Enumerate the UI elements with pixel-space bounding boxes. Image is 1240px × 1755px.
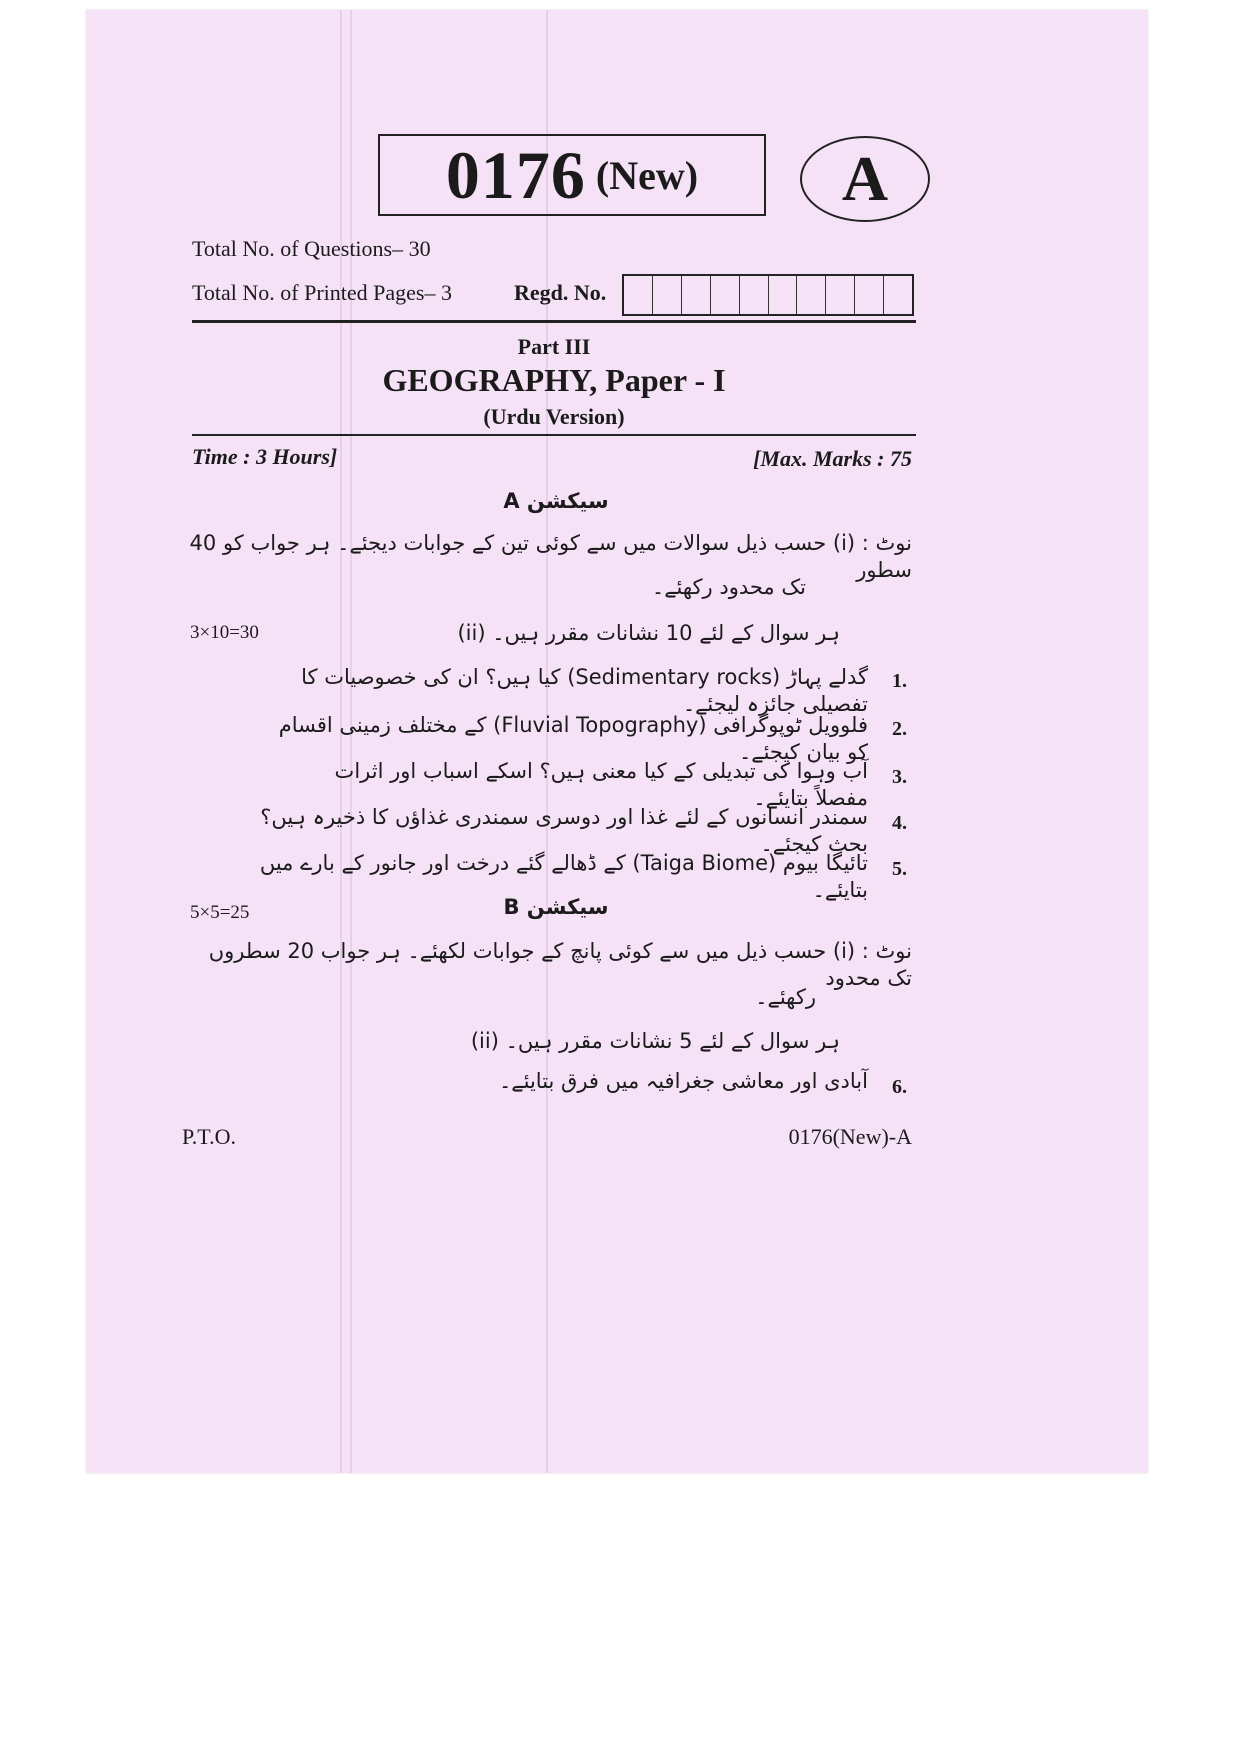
- question-text: سمندر انسانوں کے لئے غذا اور دوسری سمندری غذاؤں کا ذخیرہ ہیں؟ بحث کیجئے۔: [260, 805, 868, 857]
- section-a-note-i: نوٹ : (i) حسب ذیل سوالات میں سے کوئی تین کے جوابات دیجئے۔ ہر جواب کو 40 سطور: [189, 531, 912, 583]
- section-a-note-i-cont: تک محدود رکھئے۔: [651, 575, 806, 599]
- regd-number-boxes: [622, 274, 914, 316]
- part-label: Part III: [517, 334, 591, 359]
- regd-cell: [855, 276, 884, 314]
- paper-tag: (New): [595, 152, 699, 198]
- set-letter-badge: A: [800, 136, 930, 222]
- section-b-note-ii: (ii) ہر سوال کے لئے 5 نشانات مقرر ہیں۔: [470, 1029, 840, 1053]
- question-text: تائیگا بیوم (Taiga Biome) کے ڈھالے گئے درخت اور جانور کے بارے میں بتایئے۔: [259, 851, 868, 903]
- total-questions: Total No. of Questions– 30: [192, 236, 431, 261]
- time-label: Time : 3 Hours]: [192, 444, 338, 469]
- question-text: گدلے پہاڑ (Sedimentary rocks) کیا ہیں؟ ان کی خصوصیات کا تفصیلی جائزہ لیجئے۔: [301, 665, 868, 717]
- regd-label: Regd. No.: [514, 280, 607, 305]
- regd-cell: [740, 276, 769, 314]
- exam-paper-sheet: [86, 10, 1148, 1473]
- section-b-note-i-cont: رکھئے۔: [755, 985, 816, 1009]
- regd-cell: [797, 276, 826, 314]
- question-number: 3.: [892, 766, 907, 788]
- section-b-heading: سیکشن B: [503, 895, 609, 919]
- total-pages: Total No. of Printed Pages– 3: [192, 280, 452, 305]
- question-number: 4.: [892, 812, 907, 834]
- section-a-marks-scheme: 3×10=30: [190, 622, 259, 643]
- pto-label: P.T.O.: [182, 1124, 236, 1149]
- regd-cell: [826, 276, 855, 314]
- question-number: 2.: [892, 718, 907, 740]
- subject-title: GEOGRAPHY, Paper - I: [382, 362, 726, 398]
- section-b-note-i: نوٹ : (i) حسب ذیل میں سے کوئی پانچ کے جوابات لکھئے۔ ہر جواب 20 سطروں تک محدود: [208, 939, 912, 991]
- version-label: (Urdu Version): [483, 404, 625, 429]
- paper-code: 0176: [445, 136, 586, 213]
- regd-cell: [769, 276, 798, 314]
- max-marks-label: [Max. Marks : 75: [753, 446, 912, 471]
- section-a-note-ii: (ii) ہر سوال کے لئے 10 نشانات مقرر ہیں۔: [457, 621, 840, 645]
- question-text: فلوویل ٹوپوگرافی (Fluvial Topography) کے مختلف زمینی اقسام کو بیان کیجئے۔: [278, 713, 868, 765]
- regd-cell: [624, 276, 653, 314]
- regd-cell: [884, 276, 912, 314]
- regd-cell: [682, 276, 711, 314]
- title-rule: [192, 434, 916, 436]
- footer-code: 0176(New)-A: [788, 1124, 912, 1149]
- question-number: 6.: [892, 1076, 907, 1098]
- section-a-heading: سیکشن A: [503, 489, 609, 513]
- regd-cell: [711, 276, 740, 314]
- question-text: آب وہوا کی تبدیلی کے کیا معنی ہیں؟ اسکے اسباب اور اثرات مفصلاً بتایئے۔: [334, 759, 868, 811]
- regd-cell: [653, 276, 682, 314]
- header-rule: [192, 320, 916, 323]
- question-text: آبادی اور معاشی جغرافیہ میں فرق بتایئے۔: [499, 1069, 868, 1093]
- question-number: 1.: [892, 670, 907, 692]
- question-number: 5.: [892, 858, 907, 880]
- section-b-marks-scheme: 5×5=25: [190, 902, 250, 923]
- paper-code-box: [378, 134, 766, 216]
